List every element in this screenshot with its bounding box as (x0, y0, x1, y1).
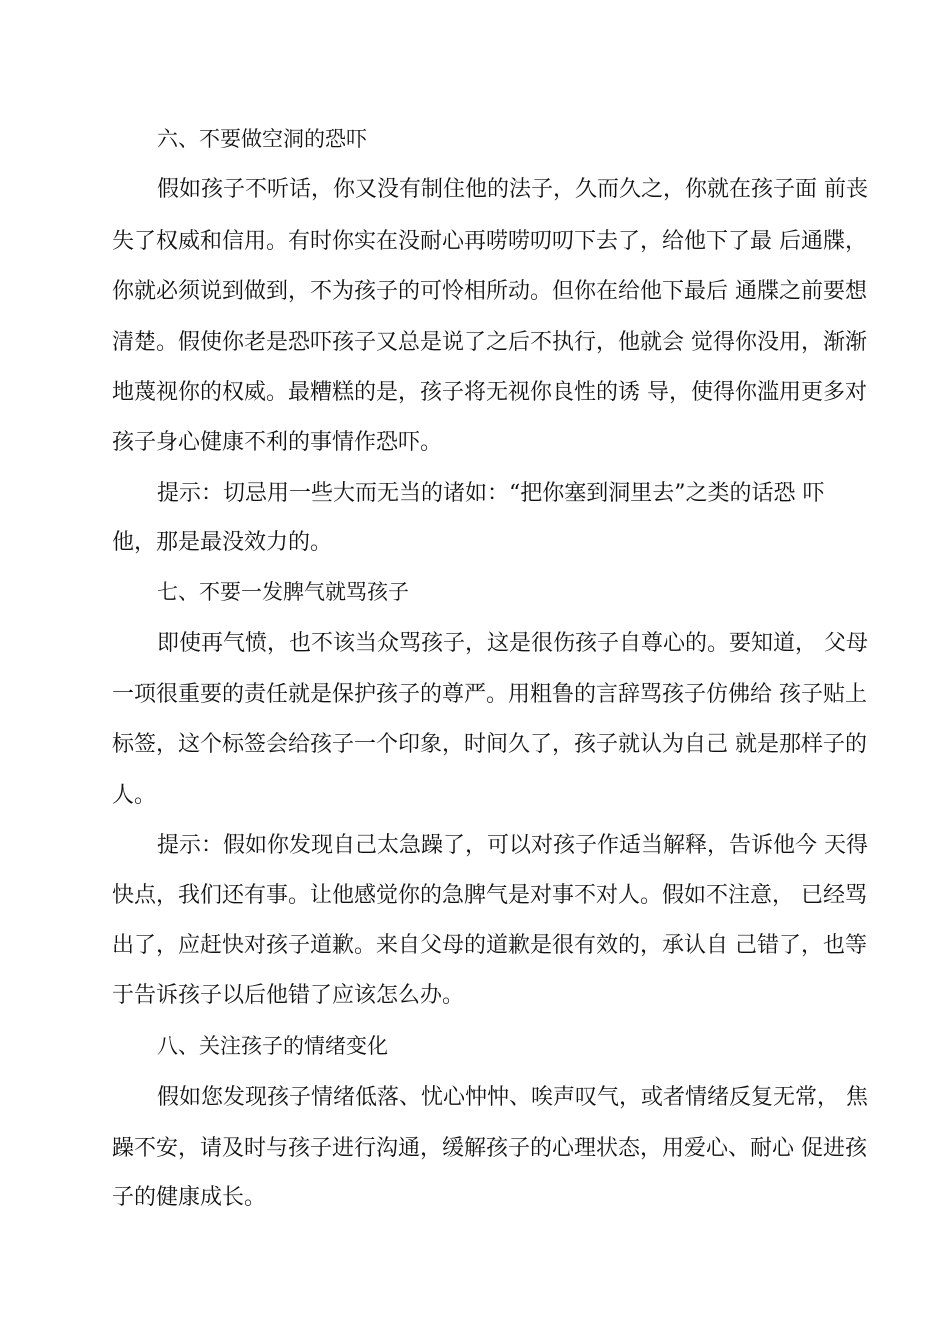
paragraph-line: 孩子身心健康不利的事情作恐吓。 (112, 430, 443, 455)
tip-line: 出了，应赶快对孩子道歉。来自父母的道歉是很有效的，承认自 己错了，也等 (112, 933, 867, 958)
paragraph-line: 子的健康成长。 (112, 1185, 267, 1210)
tip-line: 于告诉孩子以后他错了应该怎么办。 (112, 983, 465, 1008)
paragraph-line: 失了权威和信用。有时你实在没耐心再唠唠叨叨下去了，给他下了最 后通牒， (112, 229, 867, 254)
tip-line: 提示：假如你发现自己太急躁了，可以对孩子作适当解释，告诉他今 天得 (157, 833, 868, 858)
paragraph-line: 假如您发现孩子情绪低落、忧心忡忡、唉声叹气，或者情绪反复无常， 焦 (157, 1085, 868, 1110)
tip-line: 他，那是最没效力的。 (112, 530, 333, 555)
paragraph-line: 地蔑视你的权威。最糟糕的是，孩子将无视你良性的诱 导，使得你滥用更多对 (112, 380, 867, 405)
paragraph-line: 清楚。假使你老是恐吓孩子又总是说了之后不执行，他就会 觉得你没用，渐渐 (112, 330, 867, 355)
section-heading: 六、不要做空洞的恐吓 (157, 127, 367, 151)
section-heading: 八、关注孩子的情绪变化 (157, 1034, 388, 1058)
paragraph-line: 即使再气愤，也不该当众骂孩子，这是很伤孩子自尊心的。要知道， 父母 (157, 631, 868, 656)
paragraph-line: 躁不安，请及时与孩子进行沟通，缓解孩子的心理状态，用爱心、耐心 促进孩 (112, 1136, 867, 1161)
tip-line: 提示：切忌用一些大而无当的诸如：“把你塞到洞里去”之类的话恐 吓 (157, 481, 825, 506)
paragraph-line: 标签，这个标签会给孩子一个印象，时间久了，孩子就认为自己 就是那样子的 (112, 732, 867, 757)
tip-line: 快点，我们还有事。让他感觉你的急脾气是对事不对人。假如不注意， 已经骂 (112, 883, 867, 908)
section-heading: 七、不要一发脾气就骂孩子 (157, 580, 409, 604)
paragraph-line: 一项很重要的责任就是保护孩子的尊严。用粗鲁的言辞骂孩子仿佛给 孩子贴上 (112, 682, 867, 707)
paragraph-line: 你就必须说到做到，不为孩子的可怜相所动。但你在给他下最后 通牒之前要想 (112, 279, 867, 304)
paragraph-line: 假如孩子不听话，你又没有制住他的法子，久而久之，你就在孩子面 前丧 (157, 177, 868, 202)
paragraph-line: 人。 (112, 783, 157, 808)
